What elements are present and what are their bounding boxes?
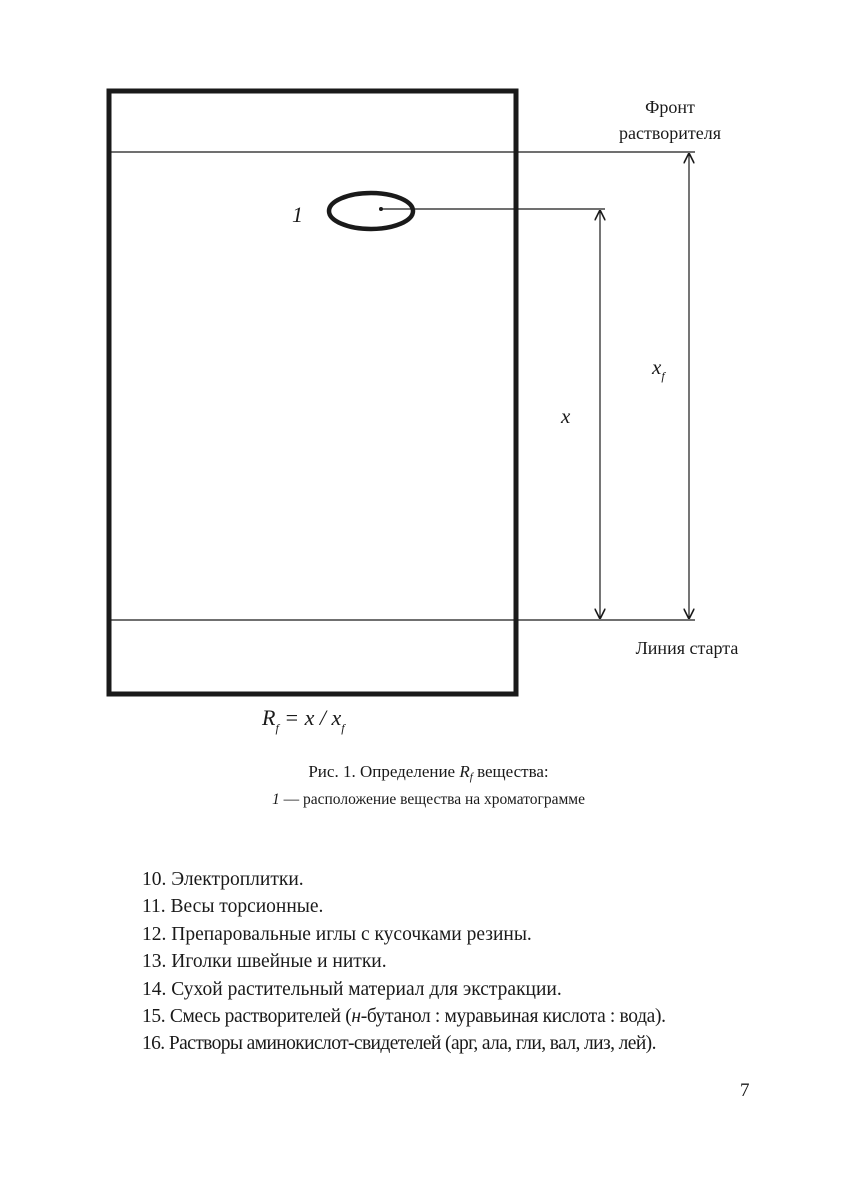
list-item: 12. Препаровальные иглы с кусочками резины. [142,923,532,945]
list-item: 14. Сухой растительный материал для экстракции. [142,978,562,1000]
chromatography-plate [109,91,516,694]
rf-formula: $R_f = x / x_f$ [262,705,345,735]
xf-label: $x_f$ [652,355,665,383]
list-item: 10. Электроплитки. [142,869,304,890]
list-item: 15. Смесь растворителей (н-бутанол : муравьиная кислота : вода). [142,1006,666,1028]
spot-number-label: 1 [292,202,303,227]
x-label: x [561,404,571,428]
list-item: 13. Иголки швейные и нитки. [142,951,387,973]
equipment-list [142,866,782,1058]
start-line-label: Линия старта [635,638,739,658]
solvent-front-label-1: Фронт [645,97,695,117]
page-number: 7 [740,1080,750,1101]
figure-caption-line2: 1 — расположение вещества на хроматограмме [272,791,585,808]
list-item: 16. Растворы аминокислот-свидетелей (арг, ала, гли, вал, лиз, лей). [142,1033,656,1055]
solvent-front-label-2: растворителя [619,123,721,143]
list-item: 11. Весы торсионные. [142,896,324,918]
substance-spot [329,193,413,229]
figure-caption-line1: Рис. 1. Определение $R_f$ вещества: [308,762,549,783]
